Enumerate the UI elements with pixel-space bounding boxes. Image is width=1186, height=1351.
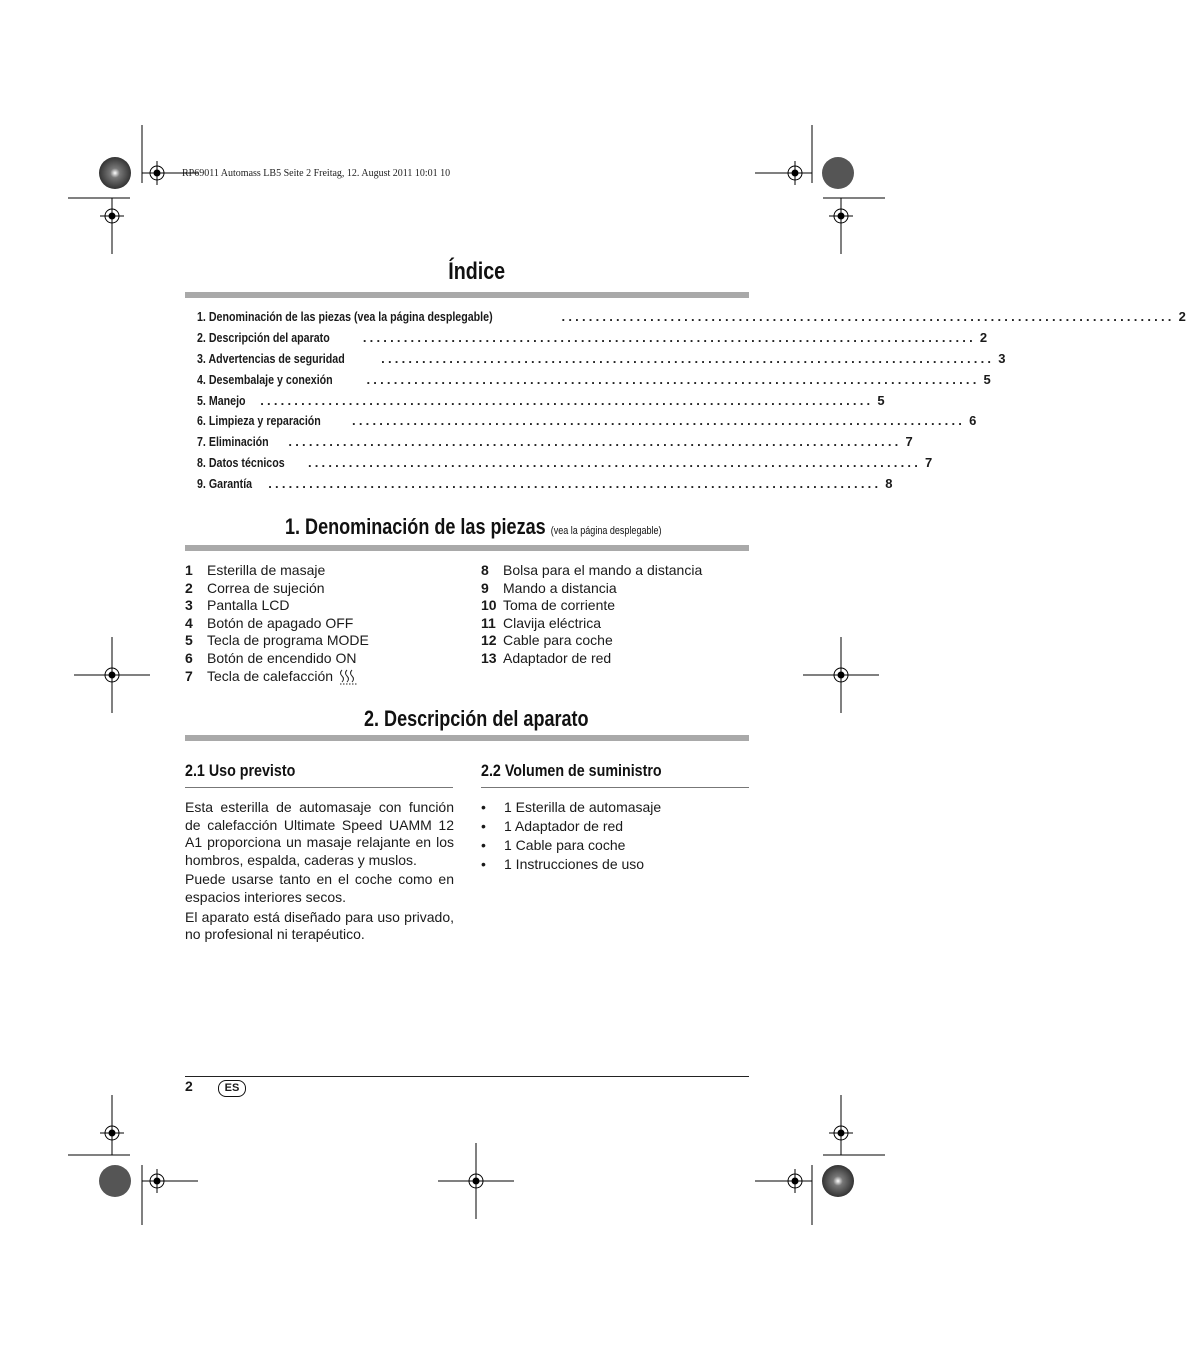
part-number: 13 [481,649,497,666]
paragraph: Esta esterilla de automasaje con función de calefacción Ultimate Speed UAMM 12 A1 proporciona un masaje relajante en los hombros, espalda, caderas y muslos. [185,799,454,868]
toc-page: 2 [1178,309,1186,324]
part-label: Adaptador de red [503,649,612,666]
toc-leader: .......................................................................................... [288,434,902,450]
part-number: 11 [481,614,496,631]
toc-label: 1. Denominación de las piezas (vea la página desplegable) [197,309,493,324]
rosette-bottom-left [99,1165,131,1197]
bullet: • [481,837,486,853]
toc-label: 5. Manejo [197,392,246,408]
rosette-top-right [822,157,854,189]
page-number: 2 [185,1078,193,1094]
list-item-label: 1 Adaptador de red [504,818,624,834]
part-label: Clavija eléctrica [503,614,602,631]
paragraph: El aparato está diseñado para uso privado, no profesional ni terapéutico. [185,908,454,943]
toc-leader: .......................................................................................... [268,476,882,492]
toc-label: 7. Eliminación [197,434,269,450]
toc-page: 3 [998,350,1006,366]
toc-label: 2. Descripción del aparato [197,329,330,345]
part-label: Correa de sujeción [207,579,325,596]
part-label: Toma de corriente [503,597,616,614]
toc-label: 4. Desembalaje y conexión [197,371,333,387]
toc-label: 9. Garantía [197,476,253,492]
list-item-label: 1 Instrucciones de uso [504,856,645,872]
part-number: 10 [481,597,497,614]
rosette-top-left [99,157,131,189]
part-number: 3 [185,597,193,614]
bullet: • [481,856,486,872]
toc-label: 8. Datos técnicos [197,455,285,471]
rosette-bottom-right [822,1165,854,1197]
toc-page: 7 [925,455,933,471]
part-label: Bolsa para el mando a distancia [503,562,703,578]
toc-label: 3. Advertencias de seguridad [197,350,345,366]
part-number: 9 [481,579,489,596]
part-number: 8 [481,562,489,578]
part-number: 6 [185,649,193,666]
part-label: Tecla de programa MODE [207,632,369,649]
part-label: Mando a distancia [503,579,617,596]
part-number: 1 [185,562,193,578]
list-item-label: 1 Cable para coche [504,837,626,853]
toc-page: 6 [969,413,977,429]
toc-label: 6. Limpieza y reparación [197,413,321,429]
part-label: Pantalla LCD [207,597,290,614]
toc-leader: .......................................................................................... [561,309,1175,324]
part-number: 5 [185,632,193,649]
paragraph: Puede usarse tanto en el coche como en espacios interiores secos. [185,871,454,905]
toc-leader: .......................................................................................... [362,329,976,345]
part-number: 7 [185,667,193,684]
section1-subtitle: (vea la página desplegable) [550,525,662,537]
part-label: Botón de encendido ON [207,649,357,666]
part-number: 4 [185,614,193,631]
toc-page: 5 [877,392,885,408]
toc-leader: .......................................................................................... [381,350,995,366]
part-label: Botón de apagado OFF [207,614,354,631]
list-item-label: 1 Esterilla de automasaje [504,799,662,815]
toc-page: 7 [905,434,913,450]
part-number: 2 [185,579,193,596]
part-label: Esterilla de masaje [207,562,326,578]
bullet: • [481,818,486,834]
toc-leader: .......................................................................................... [307,455,922,471]
toc-leader: .......................................................................................... [352,413,966,429]
toc-leader: .......................................................................................... [366,371,980,387]
bullet: • [481,799,486,815]
toc-page: 8 [885,476,893,492]
part-label: Tecla de calefacción [207,667,334,684]
index-title: Índice [448,258,506,285]
print-header: RP69011 Automass LB5 Seite 2 Freitag, 12. August 2011 10:01 10 [182,168,451,179]
section2-title: 2. Descripción del aparato [364,706,589,731]
sub2-title: 2.2 Volumen de suministro [481,761,662,780]
section1-title: 1. Denominación de las piezas [285,514,546,539]
language-badge: ES [218,1080,246,1097]
part-number: 12 [481,632,497,649]
part-label: Cable para coche [503,632,613,649]
toc-leader: .......................................................................................... [260,392,874,408]
toc-page: 2 [979,329,988,345]
toc-page: 5 [983,371,991,387]
sub1-title: 2.1 Uso previsto [185,761,296,780]
